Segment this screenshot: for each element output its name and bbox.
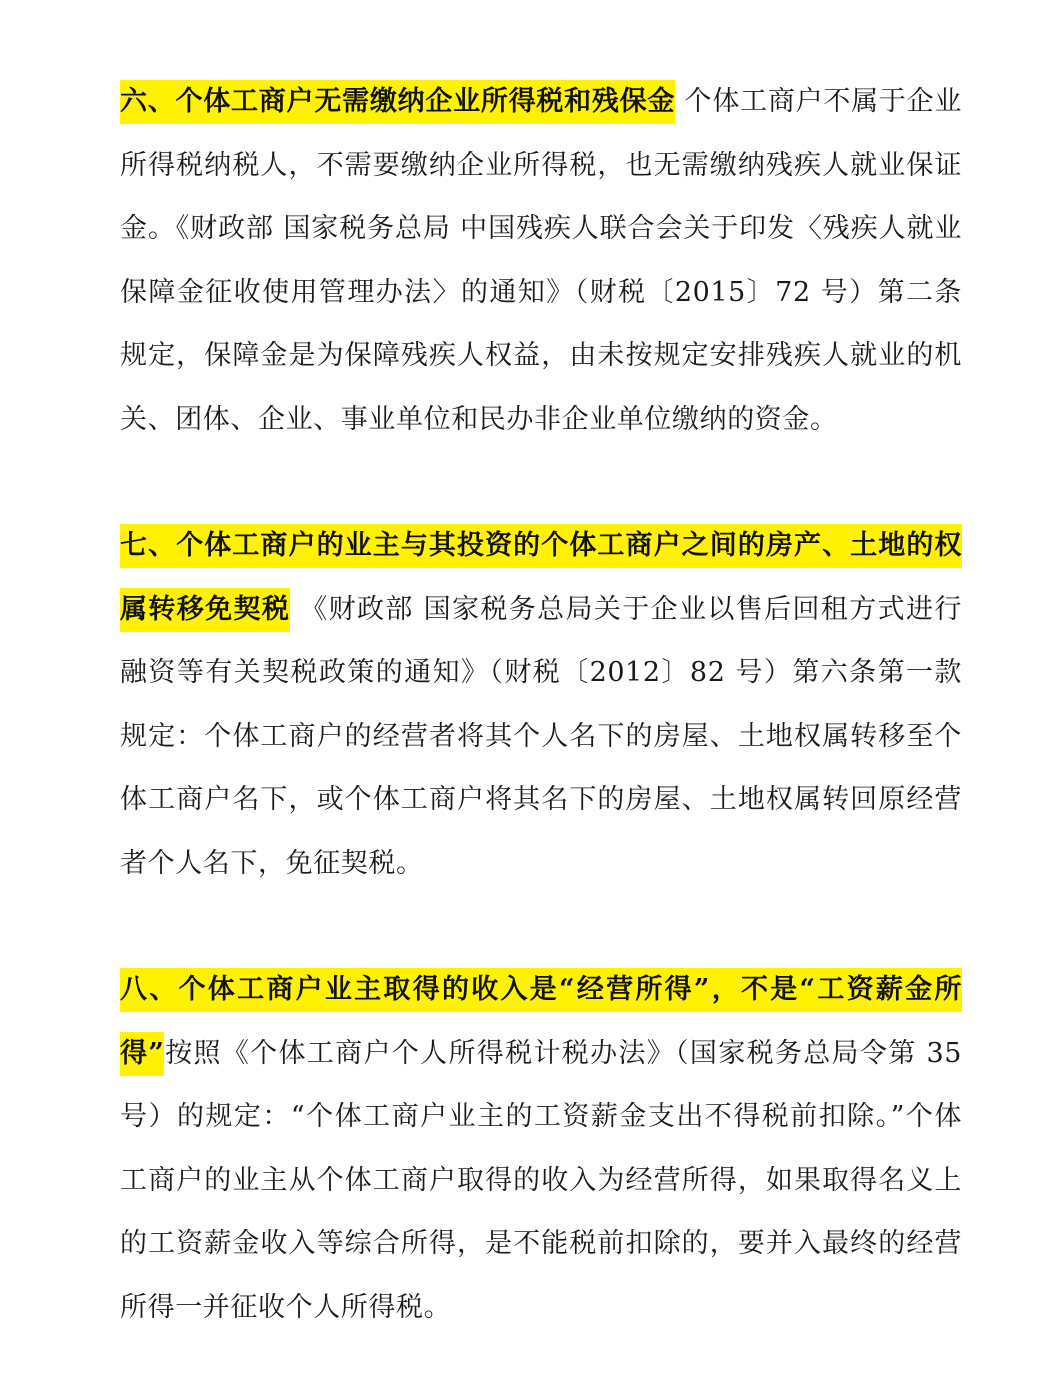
section-7 (120, 514, 962, 895)
section-6-heading: 六、个体工商户无需缴纳企业所得税和残保金 (120, 80, 675, 124)
section-7-body: 《财政部 国家税务总局关于企业以售后回租方式进行融资等有关契税政策的通知》（财税〔2012〕82 号）第六条第一款规定：个体工商户的经营者将其个人名下的房屋、土地权属转移至个体工商户名下，或个体工商户将其名下的房屋、土地权属转回原经营者个人名下，免征契税。 (120, 593, 962, 879)
section-8-heading: 八、个体工商户业主取得的收入是“经营所得”，不是“工资薪金所得” (120, 968, 962, 1076)
section-7-heading: 七、个体工商户的业主与其投资的个体工商户之间的房产、土地的权属转移免契税 (120, 524, 962, 632)
section-6 (120, 70, 962, 451)
section-8 (120, 958, 962, 1339)
document-page (120, 70, 962, 1339)
section-8-body: 按照《个体工商户个人所得税计税办法》（国家税务总局令第 35 号）的规定：“个体工商户业主的工资薪金支出不得税前扣除。”个体工商户的业主从个体工商户取得的收入为经营所得，如果取得名义上的工资薪金收入等综合所得，是不能税前扣除的，要并入最终的经营所得一并征收个人所得税。 (120, 1037, 963, 1323)
section-6-body: 个体工商户不属于企业所得税纳税人，不需要缴纳企业所得税，也无需缴纳残疾人就业保证金。《财政部 国家税务总局 中国残疾人联合会关于印发〈残疾人就业保障金征收使用管理办法〉的通知》（财税〔2015〕72 号）第二条规定，保障金是为保障残疾人权益，由未按规定安排残疾人就业的机关、团体、企业、事业单位和民办非企业单位缴纳的资金。 (120, 86, 963, 435)
